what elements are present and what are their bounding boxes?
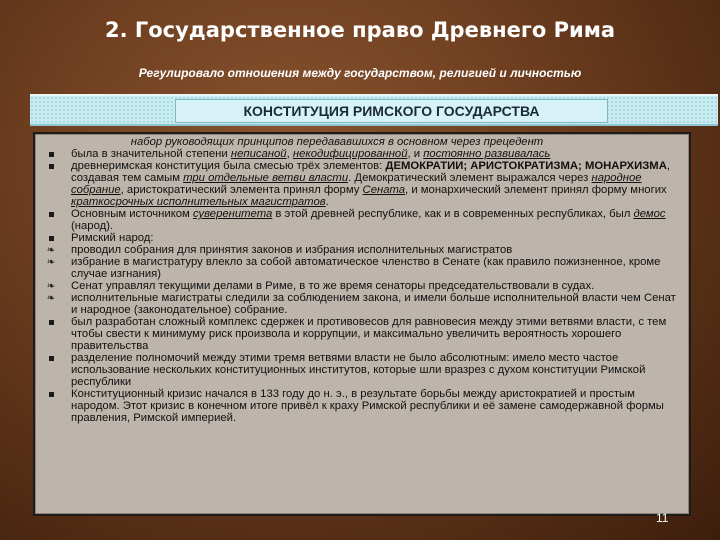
page-number: 11 <box>656 511 669 525</box>
list-item: ❧ исполнительные магистраты следили за соблюдением закона, и имели больше исполнительной власти чем Сенат и народное (законодательное) собрание. <box>37 292 677 316</box>
square-bullet-icon <box>45 316 57 328</box>
square-bullet-icon <box>45 148 57 160</box>
intro-text: набор руководящих принципов передававшихся в основном через прецедент <box>130 136 544 148</box>
list-item: ❧ избрание в магистратуру влекло за собой автоматическое членство в Сенате (как правило пожизненное, кроме случае изгнания) <box>37 256 677 280</box>
fleuron-bullet-icon <box>45 292 57 305</box>
list-item: был разработан сложный комплекс сдержек и противовесов для равновесия между этими ветвями власти, с тем чтобы свести к минимуму риск произвола и коррупции, и максимально увеличить вероятность хорошего правительства <box>37 316 677 352</box>
square-bullet-icon <box>45 352 57 364</box>
square-bullet-icon <box>45 388 57 400</box>
list-item: ❧ проводил собрания для принятия законов и избрания исполнительных магистратов <box>37 244 677 256</box>
list-item: была в значительной степени неписаной, некодифицированной, и постоянно развивалась <box>37 148 677 160</box>
list-item: Римский народ: <box>37 232 677 244</box>
square-bullet-icon <box>45 208 57 220</box>
banner-label: КОНСТИТУЦИЯ РИМСКОГО ГОСУДАРСТВА <box>175 99 608 123</box>
fleuron-bullet-icon <box>45 256 57 269</box>
list-item: ❧ Сенат управлял текущими делами в Риме, в то же время сенаторы председательствовали в судах. <box>37 280 677 292</box>
list-item: разделение полномочий между этими тремя ветвями власти не было абсолютным: имело место частое использование нескольких конституционных институтов, которые шли вразрез с духом конституции Римской республики <box>37 352 677 388</box>
slide-title: 2. Государственное право Древнего Рима <box>104 18 616 42</box>
square-bullet-icon <box>45 160 57 172</box>
content-list <box>37 136 677 424</box>
square-bullet-icon <box>45 232 57 244</box>
section-banner <box>30 94 718 126</box>
list-item: Конституционный кризис начался в 133 году до н. э., в результате борьбы между аристократией и простым народом. Этот кризис в конечном итоге привёл к краху Римской республики и её замене самодержавной формы правления, Римской империей. <box>37 388 677 424</box>
list-item: Основным источником суверенитета в этой древней республике, как и в современных республиках, был демос (народ). <box>37 208 677 232</box>
slide-subtitle: Регулировало отношения между государством, религией и личностью <box>138 66 582 80</box>
list-item: древнеримская конституция была смесью трёх элементов: ДЕМОКРАТИИ; АРИСТОКРАТИЗМА; МОНАРХИЗМА, создавая тем самым три отдельные ветви власти. Демократический элемент выражался через народное собрание, аристократический элемента принял форму Сената, и монархический элемент принял форму многих краткосрочных исполнительных магистратов. <box>37 160 677 208</box>
